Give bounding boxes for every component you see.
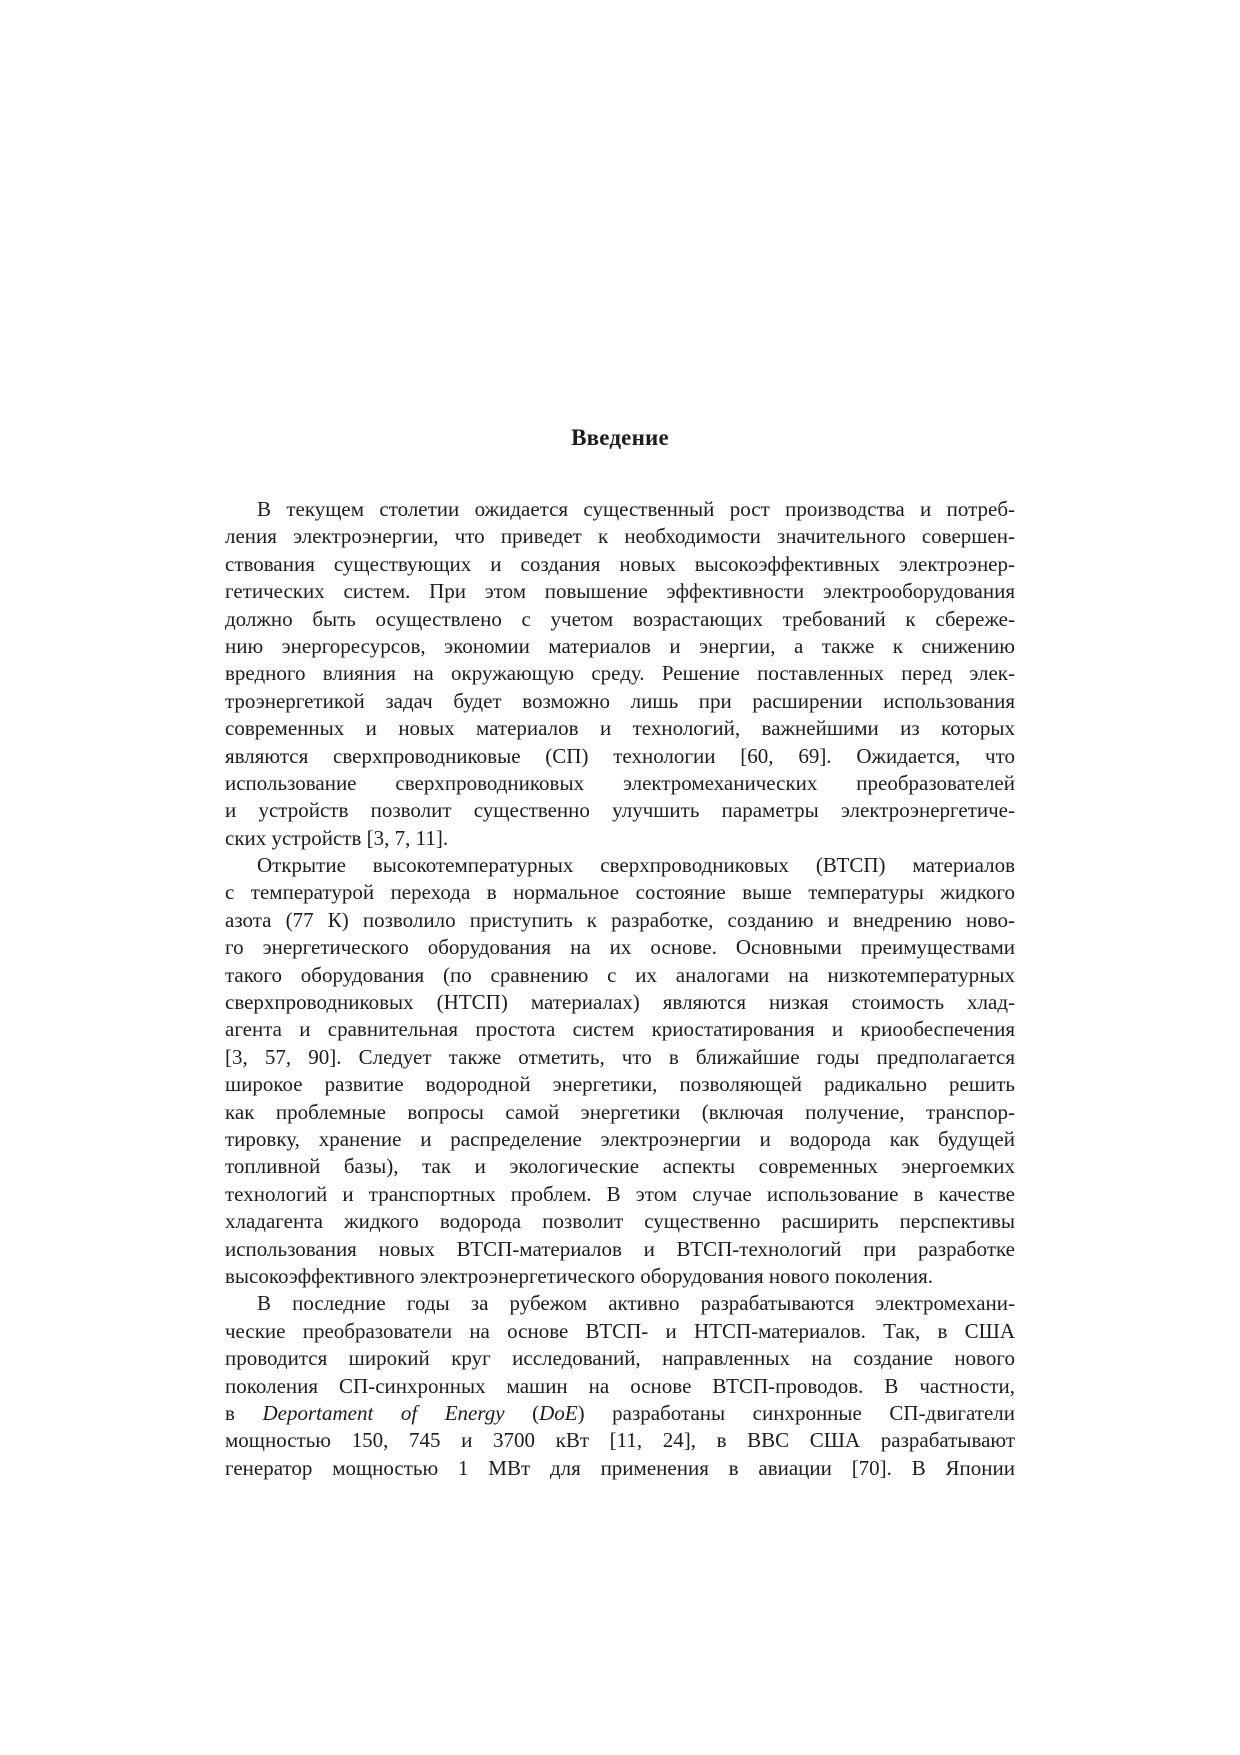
text-line: [3, 57, 90]. Следует также отметить, что в ближайшие годы предполагается xyxy=(225,1044,1015,1069)
text-line: топливной базы), так и экологические аспекты современных энергоемких xyxy=(225,1154,1015,1179)
text-line: В последние годы за рубежом активно разрабатываются электромехани- xyxy=(257,1291,1015,1316)
text-line: азота (77 К) позволило приступить к разработке, созданию и внедрению ново- xyxy=(225,907,1015,932)
text-line: проводится широкий круг исследований, направленных на создание нового xyxy=(225,1346,1015,1371)
text-line: с температурой перехода в нормальное состояние выше температуры жидкого xyxy=(225,880,1015,905)
text-fragment: ( xyxy=(504,1400,540,1425)
text-line: го энергетического оборудования на их основе. Основными преимуществами xyxy=(225,935,1015,960)
paragraph-2 xyxy=(225,852,1015,1290)
text-line: троэнергетикой задач будет возможно лишь при расширении использования xyxy=(225,688,1015,713)
paragraph-3 xyxy=(225,1290,1015,1482)
text-line: и устройств позволит существенно улучшить параметры электроэнергетиче- xyxy=(225,798,1015,823)
text-line: должно быть осуществлено с учетом возрастающих требований к сбереже- xyxy=(225,606,1015,631)
text-line: вредного влияния на окружающую среду. Решение поставленных перед элек- xyxy=(225,661,1015,686)
text-line: современных и новых материалов и технологий, важнейшими из которых xyxy=(225,716,1015,741)
text-line: технологий и транспортных проблем. В этом случае использование в качестве xyxy=(225,1181,1015,1206)
text-line: Открытие высокотемпературных сверхпроводниковых (ВТСП) материалов xyxy=(257,853,1015,878)
text-line: агента и сравнительная простота систем криостатирования и криообеспечения xyxy=(225,1017,1015,1042)
text-line: использование сверхпроводниковых электромеханических преобразователей xyxy=(225,770,1015,795)
text-line: гетических систем. При этом повышение эффективности электрооборудования xyxy=(225,579,1015,604)
text-line: использования новых ВТСП-материалов и ВТСП-технологий при разработке xyxy=(225,1236,1015,1261)
text-line: поколения СП-синхронных машин на основе ВТСП-проводов. В частности, xyxy=(225,1373,1015,1398)
organization-abbreviation: DoE xyxy=(539,1400,578,1425)
text-line: тировку, хранение и распределение электроэнергии и водорода как будущей xyxy=(225,1126,1015,1151)
text-line: как проблемные вопросы самой энергетики (включая получение, транспор- xyxy=(225,1099,1015,1124)
text-fragment: в xyxy=(225,1400,263,1425)
text-line: широкое развитие водородной энергетики, позволяющей радикально решить xyxy=(225,1072,1015,1097)
body-text xyxy=(225,496,1015,1482)
text-line: высокоэффективного электроэнергетического оборудования нового поколения. xyxy=(225,1263,934,1288)
text-line: ческие преобразователи на основе ВТСП- и НТСП-материалов. Так, в США xyxy=(225,1318,1015,1343)
paragraph-1 xyxy=(225,496,1015,852)
text-line: нию энергоресурсов, экономии материалов и энергии, а также к снижению xyxy=(225,633,1015,658)
organization-name: Deportament of Energy xyxy=(262,1400,505,1425)
text-line: ских устройств [3, 7, 11]. xyxy=(225,825,449,850)
text-line: являются сверхпроводниковые (СП) технологии [60, 69]. Ожидается, что xyxy=(225,743,1015,768)
text-line-doe xyxy=(225,1400,1015,1427)
text-line: ствования существующих и создания новых высокоэффективных электроэнер- xyxy=(225,551,1015,576)
text-line: мощностью 150, 745 и 3700 кВт [11, 24], в ВВС США разрабатывают xyxy=(225,1428,1015,1453)
text-line: такого оборудования (по сравнению с их аналогами на низкотемпературных xyxy=(225,962,1015,987)
text-line: генератор мощностью 1 МВт для применения в авиации [70]. В Японии xyxy=(225,1455,1015,1480)
text-line: В текущем столетии ожидается существенный рост производства и потреб- xyxy=(257,497,1015,521)
text-fragment: ) разработаны синхронные СП-двигатели xyxy=(577,1400,1016,1425)
text-line: сверхпроводниковых (НТСП) материалах) являются низкая стоимость хлад- xyxy=(225,990,1015,1015)
page-title: Введение xyxy=(571,425,669,450)
text-line: хладагента жидкого водорода позволит существенно расширить перспективы xyxy=(225,1209,1015,1234)
text-line: ления электроэнергии, что приведет к необходимости значительного совершен- xyxy=(225,524,1015,549)
